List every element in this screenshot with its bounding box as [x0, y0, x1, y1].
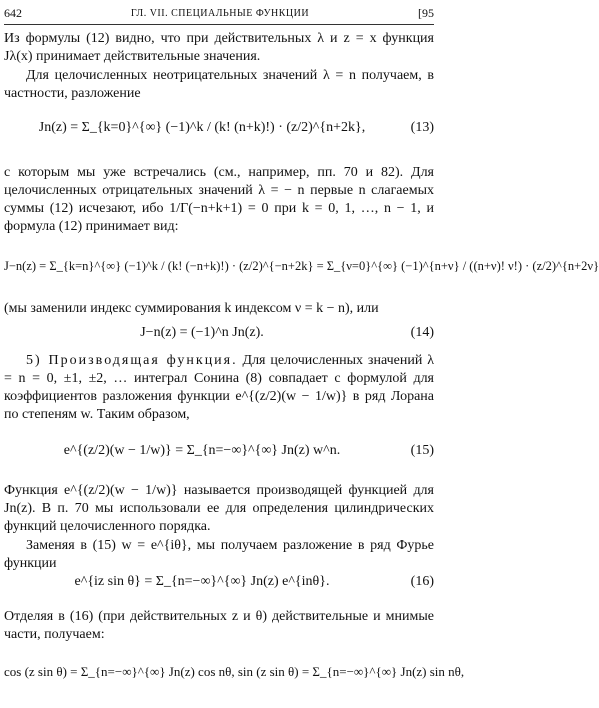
- equation-15-number: (15): [410, 443, 434, 458]
- paragraph-5: [4, 352, 434, 424]
- paragraph-1: Из формулы (12) видно, что при действительных λ и z = x функция Jλ(x) принимает действительные значения.: [4, 31, 434, 64]
- equation-14-number: (14): [410, 325, 434, 340]
- equation-15: [4, 433, 434, 469]
- equation-13-number: (13): [410, 120, 434, 135]
- equation-16-number: (16): [410, 574, 434, 589]
- equation-16-body: e^{iz sin θ} = Σ_{n=−∞}^{∞} Jn(z) e^{inθ}.: [74, 574, 330, 589]
- equation-cos-sin-body: cos (z sin θ) = Σ_{n=−∞}^{∞} Jn(z) cos nθ, sin (z sin θ) = Σ_{n=−∞}^{∞} Jn(z) sin nθ,: [4, 664, 465, 679]
- equation-16: [4, 566, 434, 598]
- page-number: 642: [4, 5, 22, 20]
- page-header: [4, 3, 434, 23]
- equation-cos-sin: [4, 652, 465, 692]
- equation-13: [4, 108, 434, 148]
- paragraph-2: Для целочисленных неотрицательных значений λ = n получаем, в частности, разложение: [4, 68, 434, 101]
- chapter-title: ГЛ. VII. СПЕЦИАЛЬНЫЕ ФУНКЦИИ: [130, 7, 310, 19]
- equation-13-body: Jn(z) = Σ_{k=0}^{∞} (−1)^k / (k! (n+k)!) · (z/2)^{n+2k},: [38, 120, 366, 135]
- equation-negative-index-body: J−n(z) = Σ_{k=n}^{∞} (−1)^k / (k! (−n+k)!) · (z/2)^{−n+2k} = Σ_{ν=0}^{∞} (−1)^{n+ν} / ((n+ν)! ν!) · (z/2)^{n+2ν}: [4, 258, 599, 273]
- paragraph-5-text: Для целочисленных значений λ = n = 0, ±1, ±2, … интеграл Сонина (8) совпадает с формулой для коэффициентов разложения функции e^{(z/2)(w − 1/w)} в ряд Лорана по степеням w. Таким образом,: [4, 353, 435, 422]
- paragraph-8: Отделяя в (16) (при действительных z и θ) действительные и мнимые части, получаем:: [4, 609, 434, 642]
- equation-14-body: J−n(z) = (−1)^n Jn(z).: [140, 325, 264, 340]
- equation-14: [4, 322, 434, 344]
- paragraph-7: Заменяя в (15) w = e^{iθ}, мы получаем разложение в ряд Фурье функции: [4, 538, 434, 571]
- paragraph-3: с которым мы уже встречались (см., например, пп. 70 и 82). Для целочисленных отрицательных значений λ = − n первые n слагаемых суммы (12) исчезают, ибо 1/Γ(−n+k+1) = 0 при k = 0, 1, …, n − 1, и формула (12) принимает вид:: [4, 165, 434, 234]
- section-number: [95: [418, 5, 434, 20]
- equation-15-body: e^{(z/2)(w − 1/w)} = Σ_{n=−∞}^{∞} Jn(z) w^n.: [63, 443, 341, 458]
- paragraph-6: Функция e^{(z/2)(w − 1/w)} называется производящей функцией для Jn(z). В п. 70 мы использовали ее для определения цилиндрических функций целочисленного порядка.: [4, 483, 434, 534]
- generating-function-heading: 5) Производящая функция.: [26, 353, 238, 368]
- header-rule: [4, 24, 434, 25]
- equation-negative-index: [4, 244, 599, 288]
- paragraph-4: (мы заменили индекс суммирования k индексом ν = k − n), или: [4, 301, 379, 316]
